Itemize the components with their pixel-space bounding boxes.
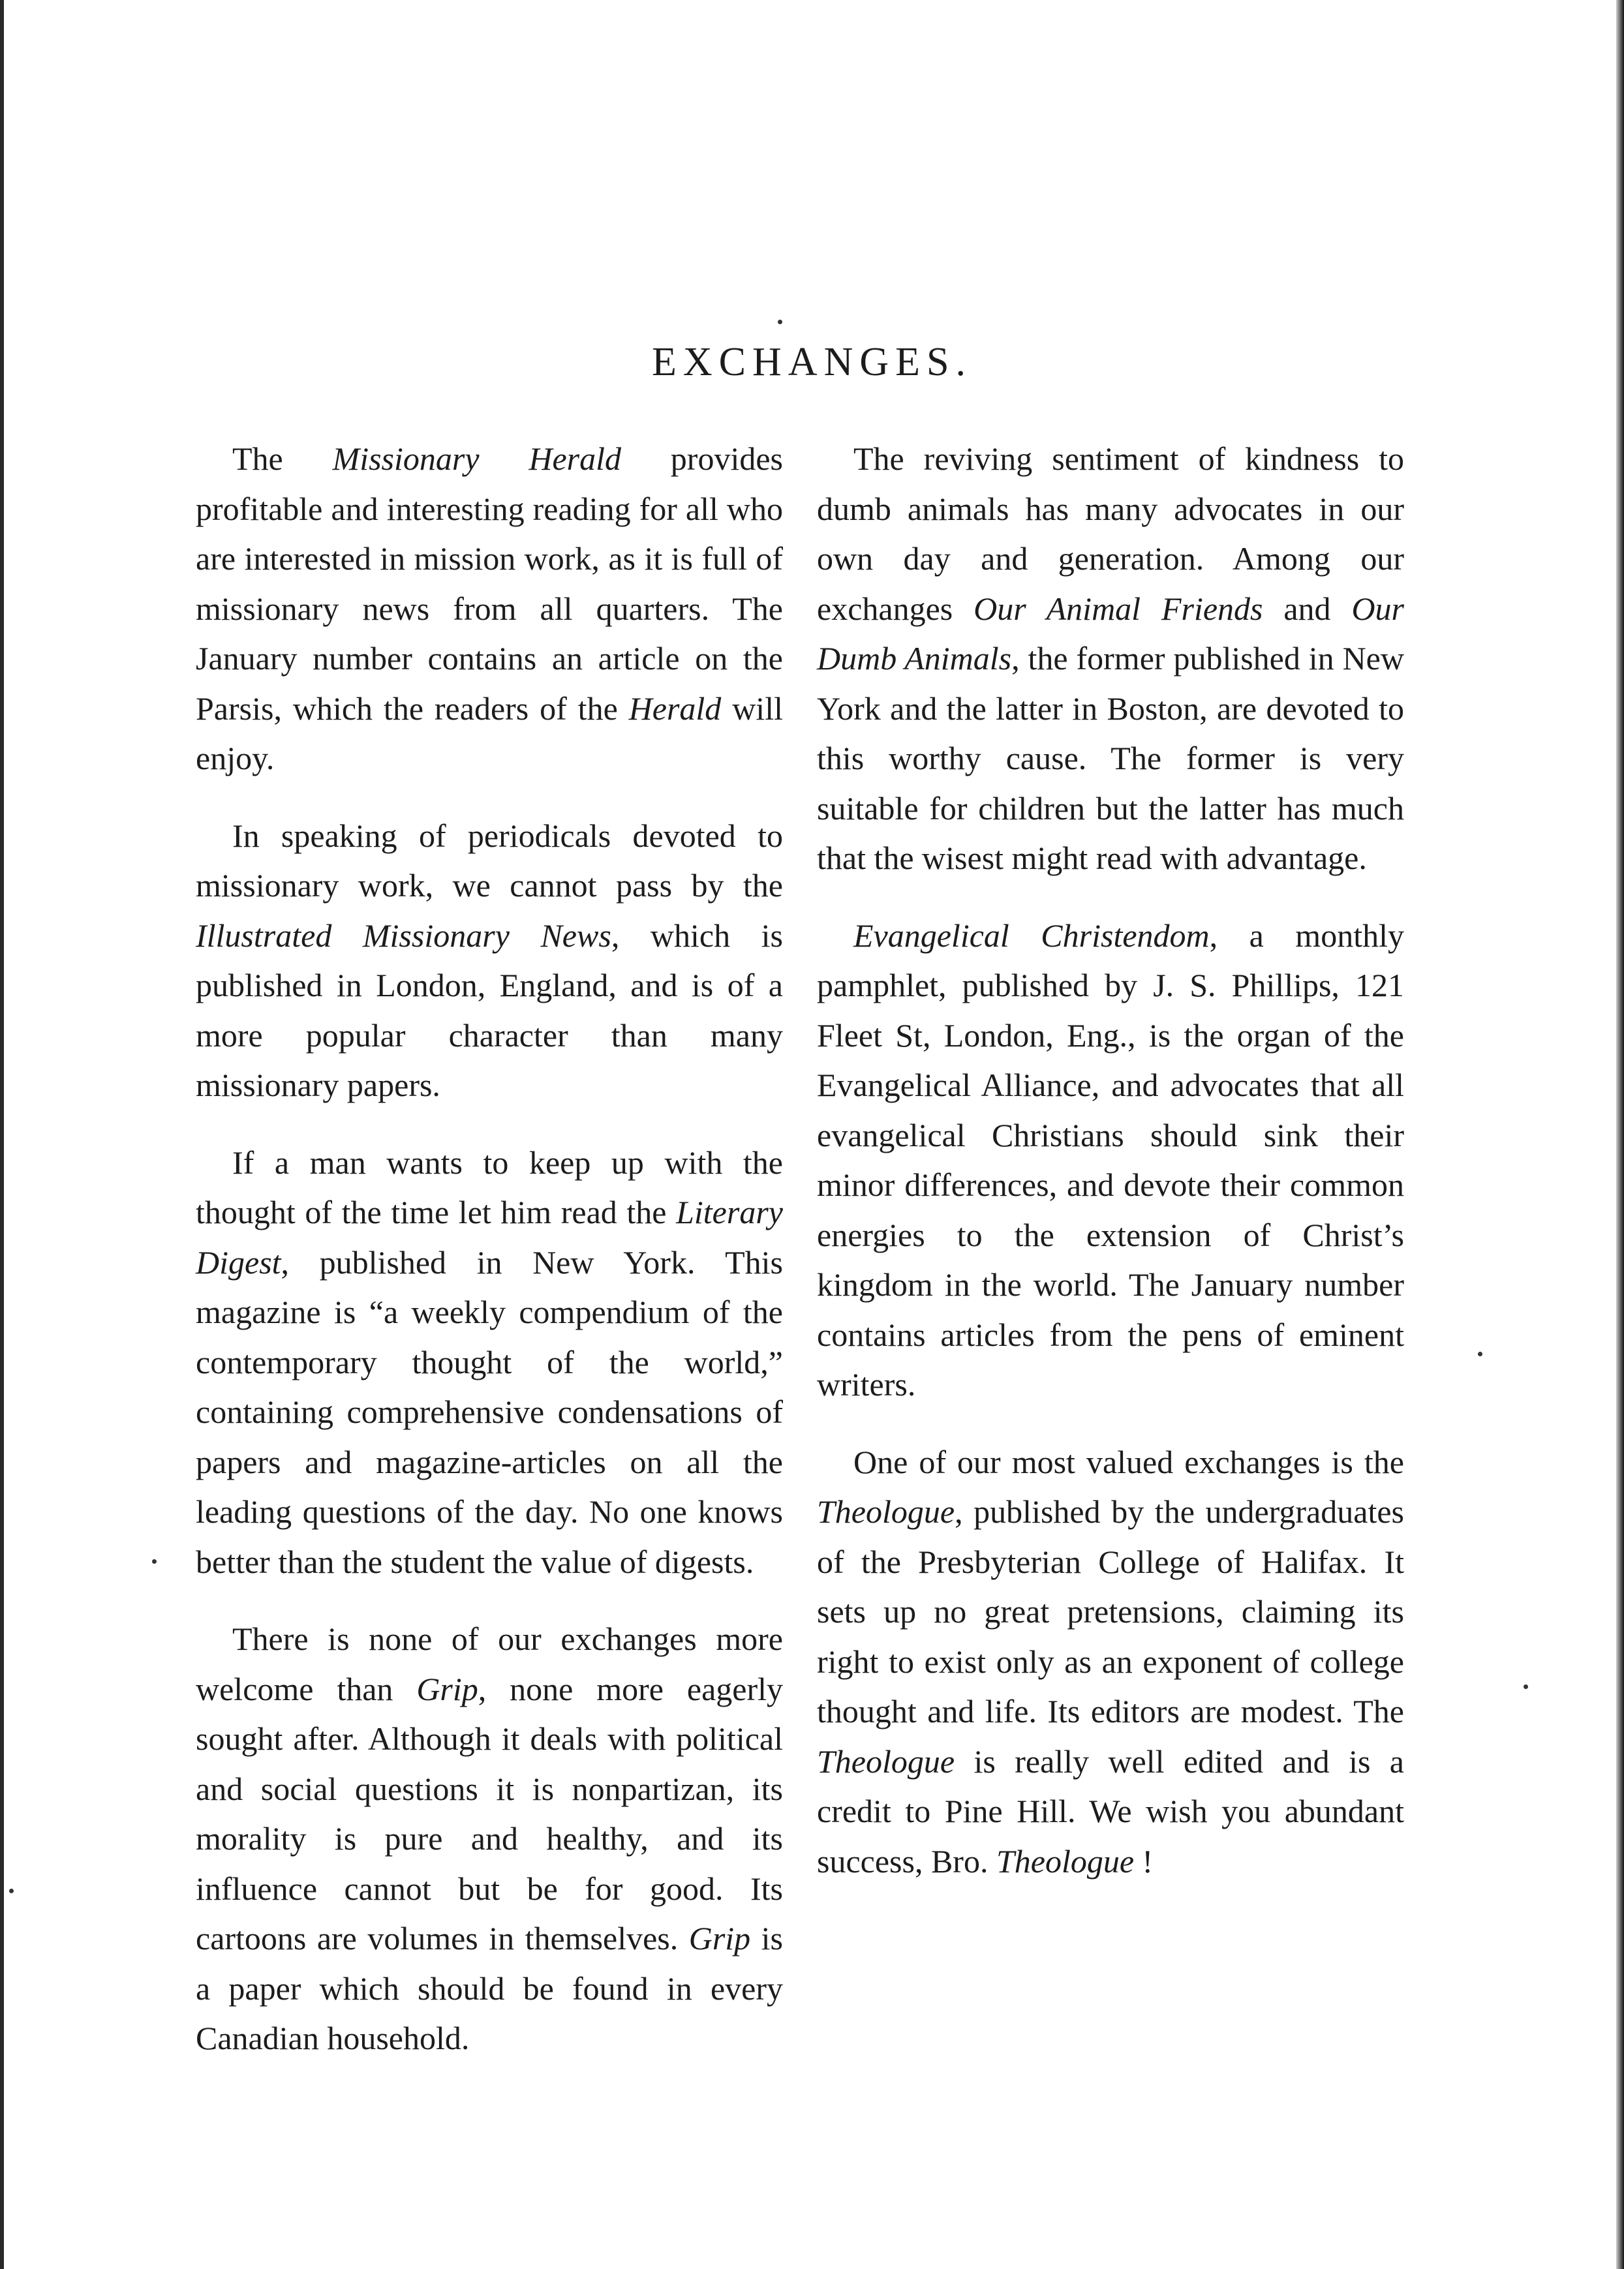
- text-run: One of our most valued exchanges is the: [853, 1443, 1404, 1480]
- ink-speck: [1524, 1684, 1528, 1689]
- text-run: !: [1134, 1842, 1154, 1880]
- text-column-left: [196, 434, 783, 2091]
- italic-title: Literary Digest: [196, 1194, 783, 1281]
- paragraph: [196, 811, 783, 1110]
- paragraph: [196, 1614, 783, 2063]
- text-run: The reviving sentiment of kindness to dumb animals has many advocates in our own day and generation. Among our exchanges: [817, 440, 1404, 627]
- text-column-right: [817, 434, 1404, 1913]
- text-run: , which is published in London, England, and is of a more popular character than many missionary papers.: [196, 917, 783, 1103]
- italic-title: Theologue: [817, 1493, 955, 1530]
- text-run: , published by the undergraduates of the Presbyterian College of Halifax. It sets up no great pretensions, claiming its right to exist only as an exponent of college thought and life. Its editors are modest. The: [817, 1493, 1404, 1729]
- paragraph: [196, 434, 783, 784]
- paragraph: [817, 911, 1404, 1410]
- italic-title: Our Dumb Animals: [817, 590, 1405, 677]
- text-run: will enjoy.: [196, 690, 783, 776]
- italic-title: Evangelical Christendom: [853, 917, 1210, 954]
- text-run: , none more eagerly sought after. Although it deals with political and social questions it is nonpartizan, its morality is pure and healthy, and its influence cannot but be for good. Its cartoons are volumes in themselves.: [196, 1670, 783, 1957]
- italic-title: Missionary Herald: [332, 440, 621, 477]
- ink-speck: [1478, 1352, 1482, 1356]
- ink-speck: [9, 1889, 14, 1893]
- italic-title: Grip: [688, 1920, 751, 1957]
- text-run: , the former published in New York and the latter in Boston, are devoted to this worthy cause. The former is very suitable for children but the latter has much that the wisest might read with advantage.: [817, 640, 1404, 876]
- text-run: If a man wants to keep up with the thought of the time let him read the: [196, 1144, 783, 1230]
- page-title: EXCHANGES.: [652, 340, 972, 384]
- text-run: and: [1263, 590, 1352, 627]
- text-run: In speaking of periodicals devoted to missionary work, we cannot pass by the: [196, 817, 783, 904]
- text-run: The: [232, 440, 333, 477]
- italic-title: Herald: [628, 690, 722, 727]
- italic-title: Our Animal Friends: [973, 590, 1263, 627]
- text-run: is a paper which should be found in every Canadian household.: [196, 1920, 783, 2056]
- italic-title: Theologue: [996, 1842, 1135, 1880]
- italic-title: Theologue: [817, 1743, 955, 1780]
- ink-speck: [778, 320, 782, 324]
- text-run: There is none of our exchanges more welcome than: [196, 1621, 783, 1707]
- italic-title: Grip: [416, 1670, 478, 1707]
- paragraph: [817, 1437, 1404, 1887]
- text-run: , a monthly pamphlet, published by J. S. Phillips, 121 Fleet St, London, Eng., is the organ of the Evangelical Alliance, and advocates that all evangelical Christians should sink their minor differences, and devote their common energies to the extension of Christ’s kingdom in the world. The January number contains articles from the pens of eminent writers.: [817, 917, 1404, 1403]
- italic-title: Illustrated Missionary News: [196, 917, 611, 954]
- paragraph: [817, 434, 1404, 883]
- text-run: provides profitable and interesting reading for all who are interested in mission work, as it is full of missionary news from all quarters. The January number contains an article on the Parsis, which the readers of the: [196, 440, 783, 727]
- text-run: is really well edited and is a credit to Pine Hill. We wish you abundant success, Bro.: [817, 1743, 1404, 1880]
- paragraph: [196, 1138, 783, 1587]
- ink-speck: [152, 1559, 157, 1564]
- text-run: , published in New York. This magazine is “a weekly compendium of the contemporary thought of the world,” containing comprehensive condensations of papers and magazine-articles on all the leading questions of the day. No one knows better than the student the value of digests.: [196, 1243, 783, 1580]
